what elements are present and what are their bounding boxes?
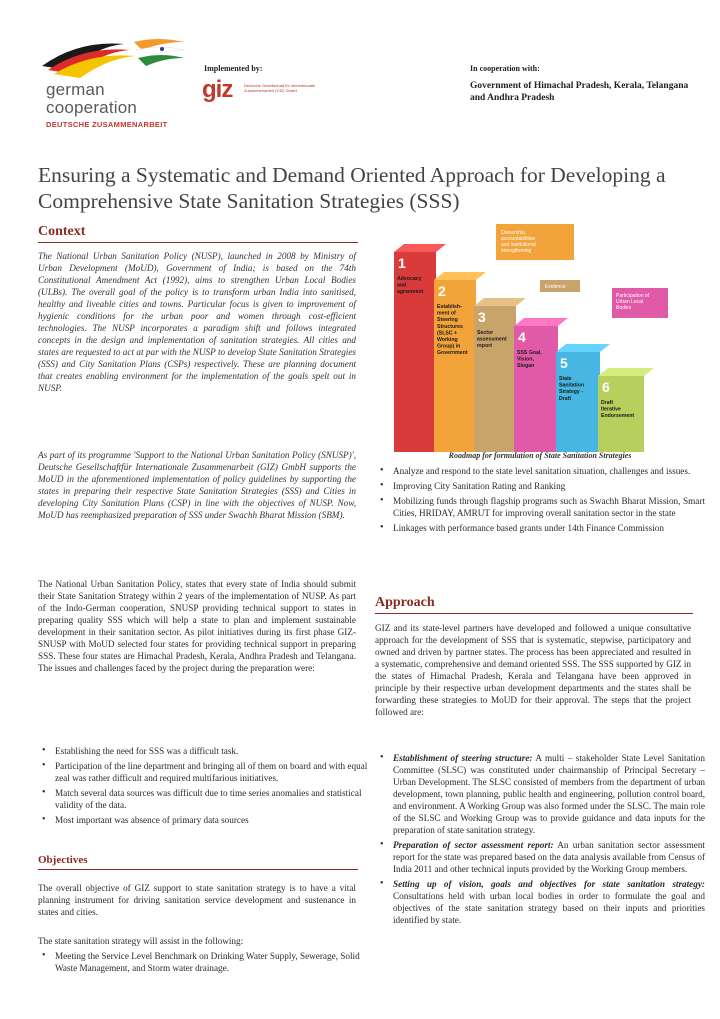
roadmap-step-number: 1: [398, 255, 406, 271]
german-cooperation-logo: [30, 36, 200, 136]
roadmap-step-block: [474, 306, 516, 452]
roadmap-step-top: [394, 244, 446, 252]
approach-step-lead: Establishment of steering structure:: [393, 753, 533, 763]
giz-wordmark: giz: [202, 76, 233, 103]
context-heading: Context: [38, 224, 86, 239]
objective-item: • Analyze and respond to the state level sanitation situation, challenges and issues.: [393, 465, 705, 477]
roadmap-diagram: [390, 222, 690, 454]
logo-word-cooperation: cooperation: [46, 98, 138, 117]
approach-step-text: Consultations held with urban local bodies in order to formulate the goal and objectives of the state sanitation strategy based on their inputs and priorities identified by state.: [393, 891, 705, 925]
context-paragraph-3: The National Urban Sanitation Policy, states that every state of India should submit their State Sanitation Strategy within 2 years of the implementation of NUSP. As part of the Indo-German cooperation, SNUSP providing technical support to states in preparing quality SSS which will help a state to plan and implement sustainable development in their sanitation sector. As pilot initiatives during its first phase GIZ-SNUSP with MoUD selected four states for providing technical support in preparing SSS. These four states are Himachal Pradesh, Kerala, Andhra Pradesh and Telangana. The issues and challenges faced by the project during the preparation were:: [38, 579, 356, 673]
giz-fullname: Deutsche Gesellschaft für Internationale Zusammenarbeit (GIZ) GmbH: [244, 83, 316, 93]
issue-item: • Match several data sources was difficult due to time series anomalies and statistical validity of the data.: [55, 787, 371, 811]
approach-step-text: An urban sanitation sector assessment report for the state was prepared based on the data analysis available from Census of India 2011 and other technical inputs provided by the Working Group members.: [393, 840, 705, 874]
roadmap-step-number: 3: [478, 309, 486, 325]
objective-item: • Improving City Sanitation Rating and Ranking: [393, 480, 705, 492]
approach-step-lead: Preparation of sector assessment report:: [393, 840, 554, 850]
roadmap-step-label: Sector assessment report: [477, 330, 507, 350]
context-rule: [38, 242, 358, 243]
roadmap-step-number: 4: [518, 329, 526, 345]
objective-item: • Mobilizing funds through flagship programs such as Swachh Bharat Mission, Smart Cities, HRIDAY, AMRUT for improving overall sanitation sector in the state: [393, 495, 705, 519]
objectives-list-right: [378, 465, 705, 537]
objectives-paragraph-2: The state sanitation strategy will assist in the following:: [38, 936, 244, 946]
cooperation-label: In cooperation with:: [470, 64, 540, 73]
approach-paragraph: GIZ and its state-level partners have developed and followed a unique consultative approach for the development of SSS that is systematic, stepwise, participatory and owned and driven by partner states. The process has been appreciated and resulted in a systematic, comprehensive and demand oriented SSS. The SSS supported by GIZ in the states of Himachal Pradesh, Kerala and Telangana have been approved in principle by their respective urban development departments and the states shall be forwarding these strategies to MoUD for their approval. The steps that the project followed are:: [375, 623, 691, 717]
roadmap-step-6: [598, 368, 654, 452]
approach-step-item: [393, 878, 705, 926]
approach-heading: Approach: [375, 595, 435, 610]
roadmap-step-number: 2: [438, 283, 446, 299]
roadmap-step-top: [474, 298, 526, 306]
approach-step-text: A multi – stakeholder State Level Sanitation Committee (SLSC) was constituted under chairmanship of Principal Secretary – Urban Development. The SLSC consisted of members from the department of urban development, town planning, public health and engineering, pollution control board, and environment. A Working Group was also formed under the SLSC. The main role of the SLSC and Working Group was to provide guidance and data inputs for the preparation of state sanitation strategy.: [393, 753, 705, 835]
approach-step-lead: Setting up of vision, goals and objectives for state sanitation strategy:: [393, 879, 705, 889]
roadmap-step-top: [514, 318, 568, 326]
logo-word-german: german: [46, 80, 105, 99]
flag-swoosh-icon: [38, 36, 188, 84]
roadmap-step-number: 5: [560, 355, 568, 371]
objective-item: • Linkages with performance based grants under 14th Finance Commission: [393, 522, 705, 534]
roadmap-step-top: [434, 272, 486, 280]
roadmap-step-label: SSS Goal, Vision, Slogan: [517, 350, 542, 370]
objectives-rule: [38, 869, 358, 870]
ulb-tag-text: Participation of Urban Local Bodies: [616, 293, 650, 311]
issue-item: • Establishing the need for SSS was a difficult task.: [55, 745, 371, 757]
roadmap-step-top: [598, 368, 654, 376]
approach-steps-list: [378, 752, 705, 929]
cooperation-partners: Government of Himachal Pradesh, Kerala, Telangana and Andhra Pradesh: [470, 81, 689, 103]
objective-item: • Meeting the Service Level Benchmark on Drinking Water Supply, Sewerage, Solid Waste Management, and Storm water drainage.: [55, 950, 371, 974]
context-paragraph-2: As part of its programme 'Support to the National Urban Sanitation Policy (SNUSP)', Deutsche Gesellschaftfür Internationale Zusammenarbeit (GIZ) GmbH supports the MoUD in the aforementioned implementation of policy guidelines by supporting the states in preparing their respective State Sanitation Strategies (SSS) and Cities in developing City Sanitation Plans (CSP) in line with the objectives of NUSP. Now, MoUD has reemphasized preparation of SSS under Swachh Bharat Mission (SBM).: [38, 450, 356, 520]
issues-list: [40, 745, 371, 829]
ownership-tag-text: Ownership, accountabilities and institutional strengthening: [501, 230, 536, 254]
objectives-heading: Objectives: [38, 854, 88, 866]
issue-item: • Participation of the line department and bringing all of them on board and with equal zeal was rather difficult and required multifarious initiatives.: [55, 760, 371, 784]
roadmap-step-label: Advocacy and agreement: [397, 276, 424, 296]
roadmap-step-label: Draft Iterative Endorsement: [601, 400, 635, 420]
roadmap-step-label: State Sanitation Strategy -Draft: [559, 376, 585, 402]
objectives-list-left: [40, 950, 371, 977]
roadmap-step-label: Establish-ment of Steering Structures (SLSC + Working Group) in Government: [437, 304, 468, 357]
implemented-by-label: Implemented by:: [204, 64, 263, 73]
giz-logo: [202, 76, 322, 106]
issue-item: • Most important was absence of primary data sources: [55, 814, 371, 826]
approach-step-item: [393, 839, 705, 875]
roadmap-step-top: [556, 344, 610, 352]
evidence-tag-text: Evidence: [545, 284, 566, 290]
roadmap-steps: [394, 244, 654, 452]
approach-step-item: [393, 752, 705, 836]
roadmap-step-number: 6: [602, 379, 610, 395]
context-paragraph-1: The National Urban Sanitation Policy (NUSP), launched in 2008 by Ministry of Urban Development (MoUD), Government of India; is based on the 74th Constitutional Amendment Act (1992), aims to strengthen Urban Local Bodies (ULBs). The overall goal of the policy is to transform urban India into sanitised, healthy and liveable cities and towns. Particular focus is given to improvement of hygienic conditions for the urban poor and women through cost-efficient technologies. The NUSP incorporates a paradigm shift and follows integrated concepts in the design and implementation of sanitation strategies. All cities and states are requested to act at par with the NUSP to develop State Sanitation Strategies (SSS) and City Sanitation Plans (CSPs) respectively. These are planning document that creates enabling environment for the implementation of the goals spelt out in NUSP.: [38, 251, 356, 393]
logo-word-deutsche: DEUTSCHE ZUSAMMENARBEIT: [46, 120, 168, 129]
page-title: Ensuring a Systematic and Demand Oriented Approach for Developing a Comprehensive State Sanitation Strategies (SSS): [38, 163, 666, 214]
approach-rule: [375, 613, 693, 614]
objectives-paragraph-1: The overall objective of GIZ support to state sanitation strategy is to have a vital planning instrument for driving sanitation service development and sustenance in states and cities.: [38, 883, 356, 917]
roadmap-caption: Roadmap for formulation of State Sanitation Strategies: [448, 451, 632, 460]
